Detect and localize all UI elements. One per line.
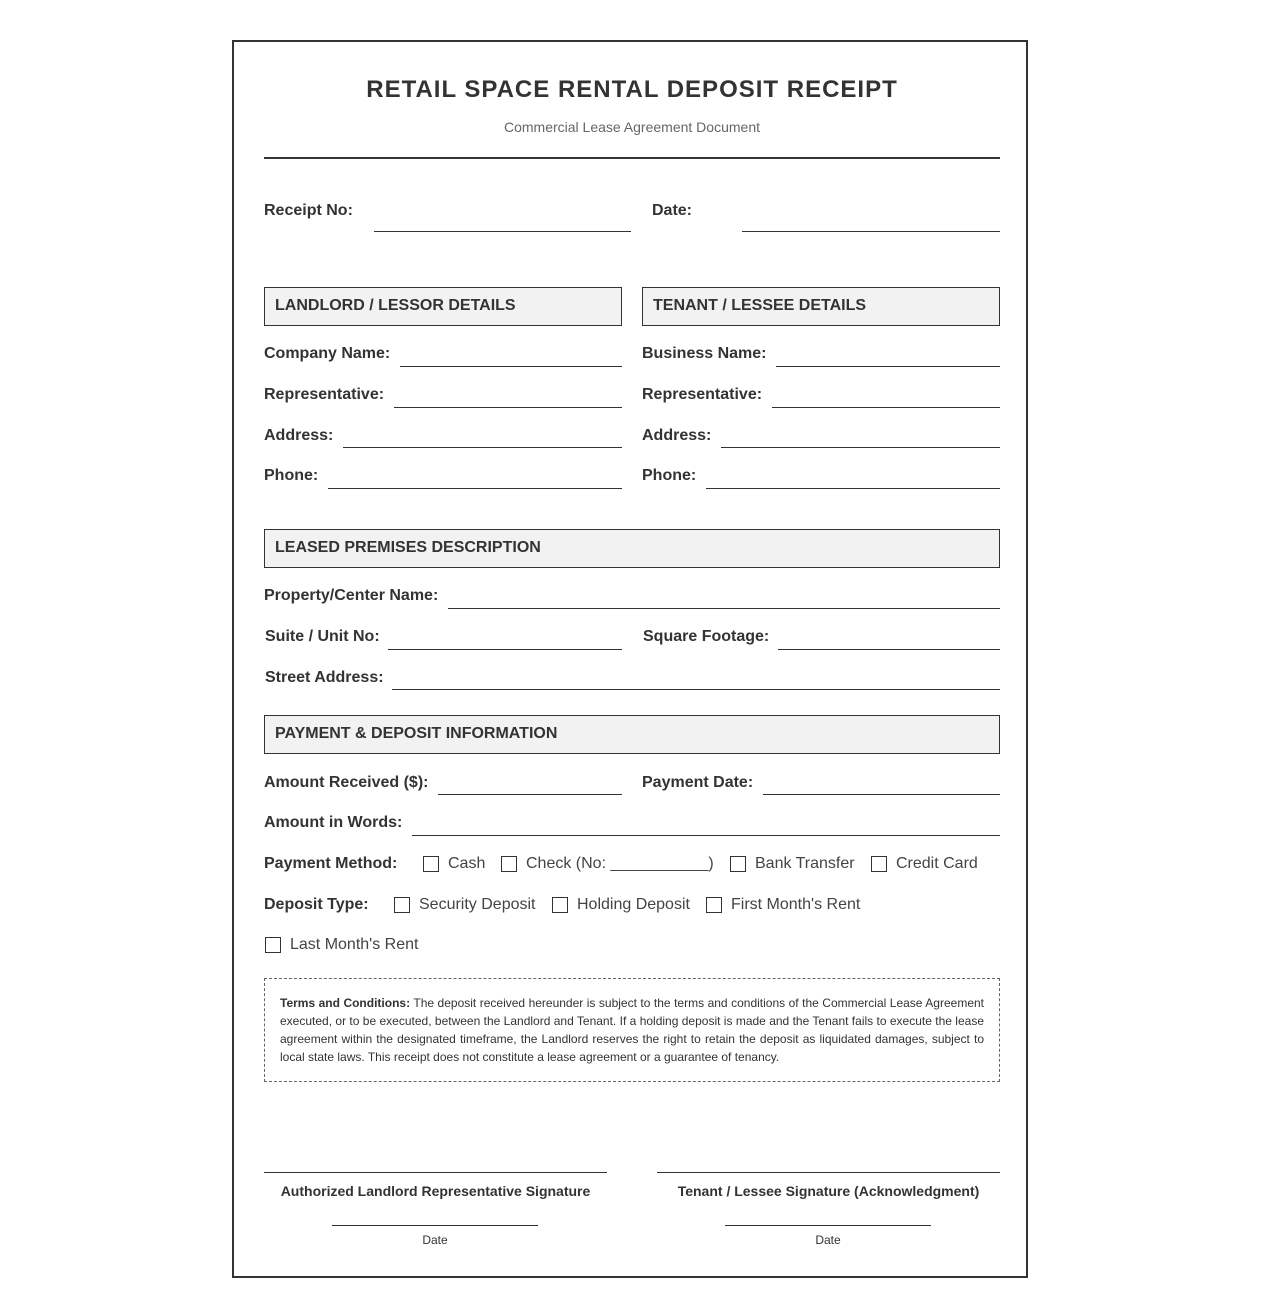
tenant-rep-label: Representative: <box>642 386 763 403</box>
credit-card-option-label: Credit Card <box>896 855 978 872</box>
property-name-field[interactable] <box>448 608 1000 609</box>
payment-method-label: Payment Method: <box>264 855 398 872</box>
tenant-signature-date-line[interactable] <box>725 1225 931 1226</box>
premises-section-title: LEASED PREMISES DESCRIPTION <box>275 539 541 556</box>
check-checkbox[interactable] <box>501 856 517 872</box>
tenant-section-title: TENANT / LESSEE DETAILS <box>653 297 867 314</box>
street-address-field[interactable] <box>392 689 1000 690</box>
tenant-address-label: Address: <box>642 427 712 444</box>
suite-label: Suite / Unit No: <box>265 628 380 645</box>
landlord-signature-label: Authorized Landlord Representative Signature <box>280 1183 591 1199</box>
tenant-signature-label: Tenant / Lessee Signature (Acknowledgment) <box>677 1183 980 1199</box>
landlord-signature-line[interactable] <box>264 1172 607 1173</box>
landlord-company-field[interactable] <box>400 366 622 367</box>
bank-transfer-checkbox[interactable] <box>730 856 746 872</box>
landlord-phone-field[interactable] <box>328 488 622 489</box>
terms-text: The deposit received hereunder is subject to the terms and conditions of the Commercial Lease Agreement executed, or to be executed, between the Landlord and Tenant. If a holding deposit is made and the Tenant fails to execute the lease agreement within the designated timeframe, the Landlord reserves the right to retain the deposit as liquidated damages, subject to local state laws. This receipt does not constitute a lease agreement or a guarantee of tenancy. <box>280 996 985 1064</box>
payment-date-label: Payment Date: <box>642 774 754 791</box>
check-option-label: Check (No: ___________) <box>526 855 714 872</box>
landlord-rep-field[interactable] <box>394 407 622 408</box>
suite-field[interactable] <box>388 649 622 650</box>
security-deposit-checkbox[interactable] <box>394 897 410 913</box>
cash-checkbox[interactable] <box>423 856 439 872</box>
payment-date-field[interactable] <box>763 794 1000 795</box>
tenant-address-field[interactable] <box>721 447 1000 448</box>
landlord-signature-date-label: Date <box>422 1233 448 1247</box>
last-month-rent-checkbox[interactable] <box>265 937 281 953</box>
tenant-signature-date-label: Date <box>815 1233 841 1247</box>
header-divider <box>264 157 1000 159</box>
premises-section-header <box>264 529 1000 568</box>
date-field[interactable] <box>742 231 1000 232</box>
cash-option-label: Cash <box>448 855 486 872</box>
tenant-section-header <box>642 287 1000 326</box>
holding-deposit-checkbox[interactable] <box>552 897 568 913</box>
credit-card-checkbox[interactable] <box>871 856 887 872</box>
tenant-phone-label: Phone: <box>642 467 697 484</box>
amount-words-field[interactable] <box>412 835 1000 836</box>
first-month-rent-option-label: First Month's Rent <box>731 896 861 913</box>
security-deposit-option-label: Security Deposit <box>419 896 536 913</box>
terms-label: Terms and Conditions: <box>280 996 411 1010</box>
holding-deposit-option-label: Holding Deposit <box>577 896 690 913</box>
landlord-rep-label: Representative: <box>264 386 385 403</box>
landlord-section-header <box>264 287 622 326</box>
landlord-address-label: Address: <box>264 427 334 444</box>
sqft-field[interactable] <box>778 649 1000 650</box>
terms-box <box>264 978 1000 1082</box>
receipt-no-field[interactable] <box>374 231 631 232</box>
bank-transfer-option-label: Bank Transfer <box>755 855 855 872</box>
receipt-document <box>232 40 1028 1278</box>
landlord-company-label: Company Name: <box>264 345 391 362</box>
tenant-business-field[interactable] <box>776 366 1000 367</box>
tenant-rep-field[interactable] <box>772 407 1000 408</box>
tenant-business-label: Business Name: <box>642 345 767 362</box>
landlord-phone-label: Phone: <box>264 467 319 484</box>
payment-section-title: PAYMENT & DEPOSIT INFORMATION <box>275 725 558 742</box>
date-label: Date: <box>652 202 693 219</box>
deposit-type-label: Deposit Type: <box>264 896 369 913</box>
document-title: RETAIL SPACE RENTAL DEPOSIT RECEIPT <box>366 76 898 103</box>
sqft-label: Square Footage: <box>643 628 770 645</box>
property-name-label: Property/Center Name: <box>264 587 439 604</box>
receipt-no-label: Receipt No: <box>264 202 353 219</box>
amount-received-label: Amount Received ($): <box>264 774 429 791</box>
tenant-phone-field[interactable] <box>706 488 1000 489</box>
amount-words-label: Amount in Words: <box>264 814 403 831</box>
tenant-signature-line[interactable] <box>657 1172 1000 1173</box>
landlord-signature-date-line[interactable] <box>332 1225 538 1226</box>
street-address-label: Street Address: <box>265 669 384 686</box>
payment-section-header <box>264 715 1000 754</box>
amount-received-field[interactable] <box>438 794 622 795</box>
landlord-section-title: LANDLORD / LESSOR DETAILS <box>275 297 516 314</box>
last-month-rent-option-label: Last Month's Rent <box>290 936 419 953</box>
document-subtitle: Commercial Lease Agreement Document <box>503 119 760 135</box>
first-month-rent-checkbox[interactable] <box>706 897 722 913</box>
landlord-address-field[interactable] <box>343 447 622 448</box>
